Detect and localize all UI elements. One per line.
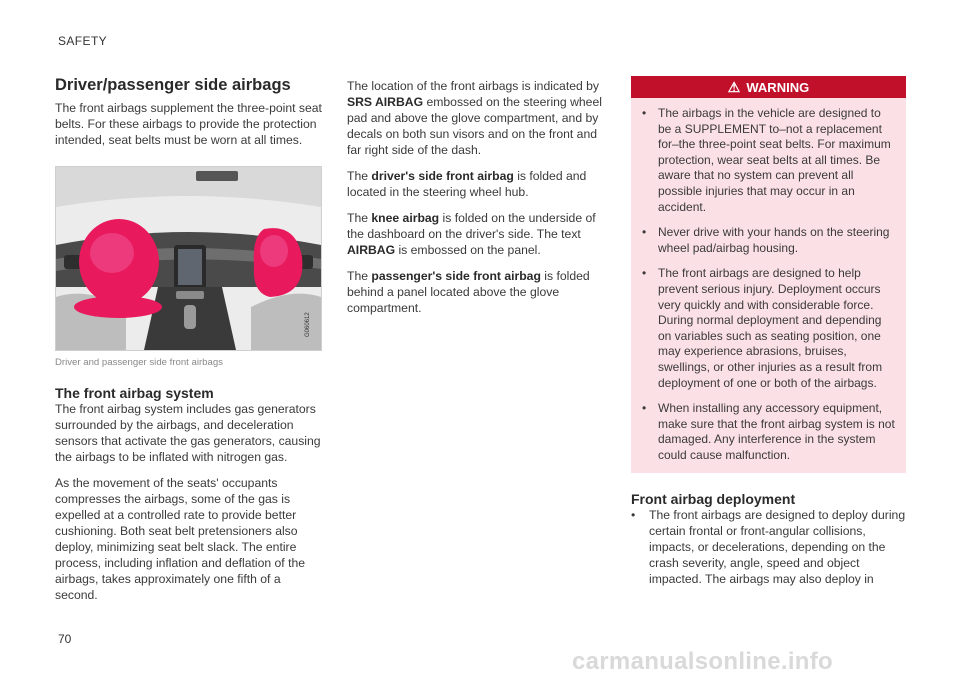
passenger-airbag-paragraph: The passenger's side front airbag is folded behind a panel located above the glove compartment. [347, 269, 590, 315]
warning-item: • When installing any accessory equipment, make sure that the front airbag system is not damaged. Any interference in the system could cause malfunction. [642, 401, 895, 462]
dashboard-airbag-drawing [56, 167, 321, 350]
figure-code: G060612 [305, 312, 311, 337]
airbag-illustration [55, 166, 322, 351]
warning-header [631, 76, 906, 98]
warning-triangle-icon: ⚠ [727, 78, 741, 95]
warning-item: • The airbags in the vehicle are designed to be a SUPPLEMENT to–not a replacement for–the three-point seat belts. For maximum protection, wear seat belts at all times. Be aware that no system can prevent all possible injuries that may occur in an accident. [642, 106, 891, 214]
warning-title: WARNING [746, 79, 810, 95]
section-title: Driver/passenger side airbags [55, 76, 291, 94]
location-paragraph: The location of the front airbags is indicated by SRS AIRBAG embossed on the steering wheel pad and above the glove compartment, and by decals on both sun visors and on the front and far right side of the dash. [347, 79, 602, 157]
page-number: 70 [58, 632, 72, 646]
section-header: SAFETY [58, 34, 108, 48]
left-column [55, 76, 322, 613]
front-airbag-system-heading: The front airbag system [55, 385, 214, 401]
warning-item: • Never drive with your hands on the steering wheel pad/airbag housing. [642, 225, 890, 255]
deployment-item: • The front airbags are designed to deploy during certain frontal or front-angular collisions, impacts, or decelerations, depending on the crash severity, angle, speed and object impacted. The airbags may also deploy in [631, 508, 906, 587]
deployment-list [631, 507, 906, 587]
figure-caption: Driver and passenger side front airbags [55, 357, 223, 368]
watermark: carmanualsonline.info [572, 648, 834, 675]
driver-airbag-paragraph: The driver's side front airbag is folded and located in the steering wheel hub. [347, 169, 587, 199]
middle-column [347, 78, 607, 326]
system-paragraph-1: The front airbag system includes gas generators surrounded by the airbags, and deceleration sensors that activate the gas generators, causing the airbags to be inflated with nitrogen gas. [55, 402, 321, 464]
warning-box [631, 76, 906, 473]
system-paragraph-2: As the movement of the seats' occupants compresses the airbags, some of the gas is expelled at a controlled rate to provide better cushioning. Both seat belt pretensioners also deploy, minimizing seat belt slack. The entire process, including inflation and deflation of the airbags, takes approximately one fifth of a second. [55, 476, 306, 602]
knee-airbag-paragraph: The knee airbag is folded on the underside of the dashboard on the driver's side. The text AIRBAG is embossed on the panel. [347, 211, 596, 257]
warning-item: • The front airbags are designed to help prevent serious injury. Deployment occurs very quickly and with considerable force. During normal deployment and depending on variables such as seating position, one may experience abrasions, bruises, swellings, or other injuries as a result from deployment of one or both of the airbags. [642, 266, 883, 390]
warning-list [631, 98, 906, 473]
intro-paragraph: The front airbags supplement the three-point seat belts. For these airbags to provide the protection intended, seat belts must be worn at all times. [55, 101, 322, 147]
right-column [631, 76, 906, 587]
deployment-heading: Front airbag deployment [631, 491, 796, 508]
